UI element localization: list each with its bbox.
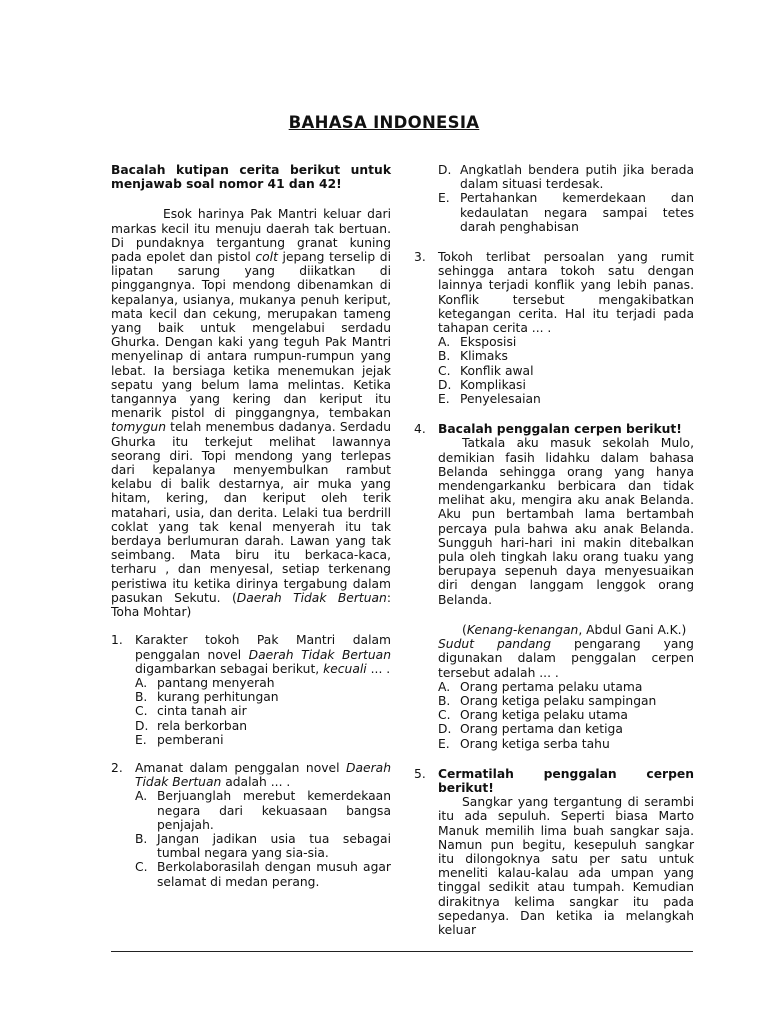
option-d[interactable]: D. rela berkorban xyxy=(135,718,248,733)
question-number: 3. xyxy=(414,250,426,265)
left-column xyxy=(111,163,391,889)
excerpt-source: (Kenang-kenangan, Abdul Gani A.K.) xyxy=(462,622,687,637)
question-4 xyxy=(414,422,694,750)
question-1 xyxy=(111,633,391,747)
story-passage: Esok harinya Pak Mantri keluar dari markas kecil itu menuju daerah tak bertuan. Di pundaknya tergantung granat kuning pada epolet dan pistol colt jepang terselip di lipatan sarung yang diikatkan di pinggangnya. Topi mendong dibenamkan di kepalanya, usianya, mukanya penuh keriput, mata kecil dan cekung, merupakan tameng yang baik untuk mengelabui serdadu Ghurka. Dengan kaki yang teguh Pak Mantri menyelinap di antara rumpun-rumpun yang lebat. Ia bersiaga ketika menemukan jejak sepatu yang belum lama melintas. Ketika tangannya yang kering dan keriput itu menarik pistol di pinggangnya, tembakan tomygun telah menembus dadanya. Serdadu Ghurka itu terkejut melihat lawannya seorang diri. Topi mendong yang terlepas dari kepalanya menyembulkan rambut kelabu di balik destarnya, air muka yang hitam, kering, dan keriput oleh terik matahari, usia, dan derita. Lelaki tua berdrill coklat yang tak kenal menyerah itu tak berdaya berlumuran darah. Lawan yang tak seimbang. Mata biru itu berkaca-kaca, terharu , dan menyesal, setiap terkenang peristiwa itu ketika dirinya tergabung dalam pasukan Sekutu. (Daerah Tidak Bertuan: Toha Mohtar) xyxy=(111,207,391,620)
question-stem: Amanat dalam penggalan novel Daerah Tidak Bertuan adalah ... . xyxy=(135,760,391,790)
excerpt-passage: Tatkala aku masuk sekolah Mulo, demikian fasih lidahku dalam bahasa Belanda sehingga orang yang hanya mendengarkanku berbicara dan tidak melihat aku, mengira aku anak Belanda. Aku pun bertambah lama bertambah percaya pula bahwa aku anak Belanda. Sungguh hari-hari ini makin ditebalkan pula oleh tingkah laku orang tuaku yang berupaya sepenuh daya menyesuaikan diri dengan langgam lenggok orang Belanda. xyxy=(438,436,694,607)
option-a[interactable]: A. Eksposisi xyxy=(438,335,517,350)
option-d[interactable]: D. Komplikasi xyxy=(438,377,526,392)
option-b[interactable]: B. kurang perhitungan xyxy=(135,690,279,705)
page-title: BAHASA INDONESIA xyxy=(288,113,480,132)
option-c[interactable]: C. Konflik awal xyxy=(438,363,534,378)
option-c[interactable]: C. Orang ketiga pelaku utama xyxy=(438,708,628,723)
question-stem: Sudut pandang pengarang yang digunakan dalam penggalan cerpen tersebut adalah ... . xyxy=(438,637,694,680)
question-number: 4. xyxy=(414,422,426,437)
question-number: 2. xyxy=(111,760,123,775)
footer-divider xyxy=(111,951,693,952)
question-stem: Karakter tokoh Pak Mantri dalam penggalan novel Daerah Tidak Bertuan digambarkan sebagai berikut, kecuali ... . xyxy=(135,633,391,676)
answer-options xyxy=(438,680,694,751)
answer-options xyxy=(135,676,391,747)
option-c[interactable]: C. cinta tanah air xyxy=(135,704,247,719)
question-3 xyxy=(414,250,694,406)
right-column xyxy=(414,163,694,937)
option-e[interactable]: E. pemberani xyxy=(135,732,224,747)
option-e[interactable]: E. Pertahankan kemerdekaan dan kedaulatan negara sampai tetes darah penghabisan xyxy=(438,191,694,234)
option-a[interactable]: A. Berjuanglah merebut kemerdekaan negara dari kekuasaan bangsa penjajah. xyxy=(135,789,391,832)
option-b[interactable]: B. Jangan jadikan usia tua sebagai tumbal negara yang sia-sia. xyxy=(135,831,391,861)
option-a[interactable]: A. Orang pertama pelaku utama xyxy=(438,679,643,694)
question-5 xyxy=(414,767,694,937)
option-d[interactable]: D. Angkatlah bendera putih jika berada dalam situasi terdesak. xyxy=(438,163,694,192)
option-e[interactable]: E. Orang ketiga serba tahu xyxy=(438,736,610,751)
answer-options xyxy=(438,335,694,406)
option-c[interactable]: C. Berkolaborasilah dengan musuh agar selamat di medan perang. xyxy=(135,860,391,889)
passage-instruction: Bacalah kutipan cerita berikut untuk menjawab soal nomor 41 dan 42! xyxy=(111,163,391,192)
option-d[interactable]: D. Orang pertama dan ketiga xyxy=(438,722,623,737)
question-number: 1. xyxy=(111,633,123,648)
option-a[interactable]: A. pantang menyerah xyxy=(135,675,275,690)
question-stem: Tokoh terlibat persoalan yang rumit sehingga antara tokoh satu dengan lainnya terjadi konflik yang lebih panas. Konflik tersebut mengakibatkan ketegangan cerita. Hal itu terjadi pada tahapan cerita ... . xyxy=(438,250,694,336)
answer-options xyxy=(135,789,391,888)
excerpt-passage: Sangkar yang tergantung di serambi itu ada sepuluh. Seperti biasa Marto Manuk memilih lima buah sangkar saja. Namun pun begitu, kesepuluh sangkar itu dilongoknya satu per satu untuk meneliti kalau-kalau ada umpan yang tinggal sedikit atau tumpah. Kemudian dirakitnya kelima sangkar itu pada sepedanya. Dan ketika ia melangkah keluar xyxy=(438,795,694,937)
question-2 xyxy=(111,761,391,889)
question-instruction: Cermatilah penggalan cerpen berikut! xyxy=(438,766,694,795)
option-b[interactable]: B. Klimaks xyxy=(438,349,508,364)
question-2-continued xyxy=(414,163,694,234)
question-number: 5. xyxy=(414,766,426,781)
question-instruction: Bacalah penggalan cerpen berikut! xyxy=(438,422,682,437)
option-b[interactable]: B. Orang ketiga pelaku sampingan xyxy=(438,693,657,708)
option-e[interactable]: E. Penyelesaian xyxy=(438,392,541,407)
